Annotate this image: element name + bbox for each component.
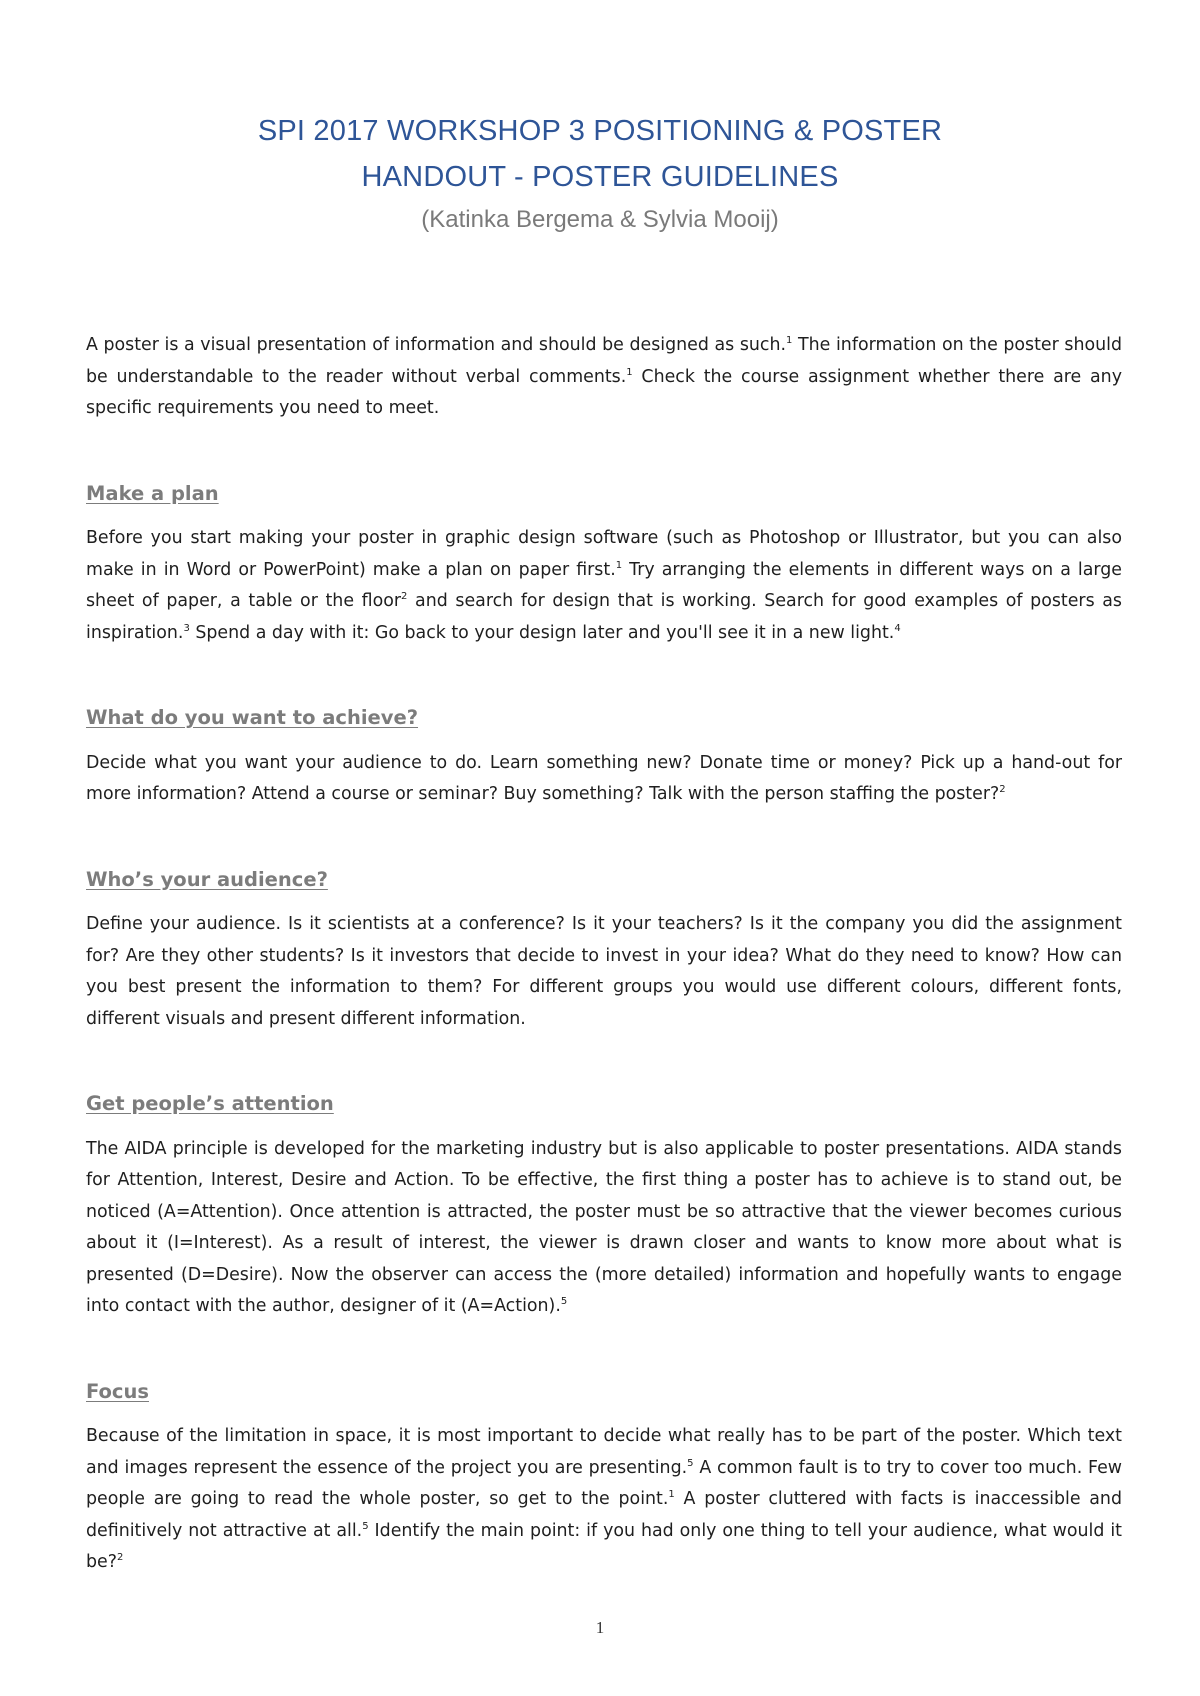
document-body bbox=[86, 330, 1122, 1579]
footnote-marker: 2 bbox=[116, 1552, 124, 1563]
section-heading-achieve: What do you want to achieve? bbox=[86, 706, 419, 729]
title-block bbox=[0, 108, 1200, 240]
footnote-marker: 5 bbox=[362, 1520, 369, 1532]
document-title-line-1: SPI 2017 WORKSHOP 3 POSITIONING & POSTER bbox=[257, 115, 943, 147]
footnote-marker: 1 bbox=[668, 1489, 675, 1500]
page-number: 1 bbox=[595, 1618, 605, 1637]
document-authors: (Katinka Bergema & Sylvia Mooij) bbox=[421, 206, 779, 233]
section-body-focus: Because of the limitation in space, it is most important to decide what really has to be part of the poster. Which text and images represent the essence of the project you are presenting.$^5$ A common fault is to try to cover too much. Few people are going to read the whole poster, so get to the point.$^1$ A poster cluttered with facts is inaccessible and definitively not attractive at all.$^5$ Identify the main point: if you had only one thing to tell your audience, what would it be?$^2$ bbox=[86, 1426, 1123, 1572]
footnote-marker: 1 bbox=[786, 335, 793, 346]
footnote-marker: 3 bbox=[183, 622, 190, 634]
footnote-marker: 4 bbox=[894, 622, 901, 634]
intro-paragraph: A poster is a visual presentation of information and should be designed as such.$^1$ The information on the poster should be understandable to the reader without verbal comments.$^1$ Check the course assignment whether there are any specific requirements you need to meet. bbox=[86, 335, 1122, 418]
footnote-marker: 5 bbox=[560, 1296, 568, 1307]
footnote-marker: 2 bbox=[401, 591, 408, 602]
section-body-audience: Define your audience. Is it scientists at a conference? Is it your teachers? Is it the company you did the assignment for? Are they other students? Is it investors that decide to invest in your idea? What do they need to know? How can you best present the information to them? For different groups you would use different colours, different fonts, different visuals and present different information. bbox=[86, 914, 1122, 1029]
section-body-attention: The AIDA principle is developed for the marketing industry but is also applicable to poster presentations. AIDA stands for Attention, Interest, Desire and Action. To be effective, the first thing a poster has to achieve is to stand out, be noticed (A=Attention). Once attention is attracted, the poster must be so attractive that the viewer becomes curious about it (I=Interest). As a result of interest, the viewer is drawn closer and wants to know more about what is presented (D=Desire). Now the observer can access the (more detailed) information and hopefully wants to engage into contact with the author, designer of it (A=Action).$^5$ bbox=[86, 1138, 1122, 1316]
footnote-marker: 1 bbox=[626, 366, 633, 378]
section-heading-focus: Focus bbox=[86, 1379, 149, 1403]
footnote-marker: 2 bbox=[999, 784, 1006, 795]
document-title-line-2: HANDOUT - POSTER GUIDELINES bbox=[361, 161, 839, 193]
section-body-make-a-plan: Before you start making your poster in graphic design software (such as Photoshop or Illustrator, but you can also make in in Word or PowerPoint) make a plan on paper first.$^1$ Try arranging the elements in different ways on a large sheet of paper, a table or the floor$^2$ and search for design that is working. Search for good examples of posters as inspiration.$^3$ Spend a day with it: Go back to your design later and you'll see it in a new light.$^4$ bbox=[86, 528, 1122, 643]
footnote-marker: 5 bbox=[687, 1457, 694, 1469]
section-heading-audience: Who’s your audience? bbox=[86, 867, 328, 891]
section-heading-make-a-plan: Make a plan bbox=[86, 481, 219, 505]
footnote-marker: 1 bbox=[615, 559, 623, 571]
section-heading-attention: Get people’s attention bbox=[86, 1092, 334, 1115]
section-body-achieve: Decide what you want your audience to do. Learn something new? Donate time or money? Pick up a hand-out for more information? Attend a course or seminar? Buy something? Talk with the person staffing the poster?$^2$ bbox=[86, 752, 1122, 804]
